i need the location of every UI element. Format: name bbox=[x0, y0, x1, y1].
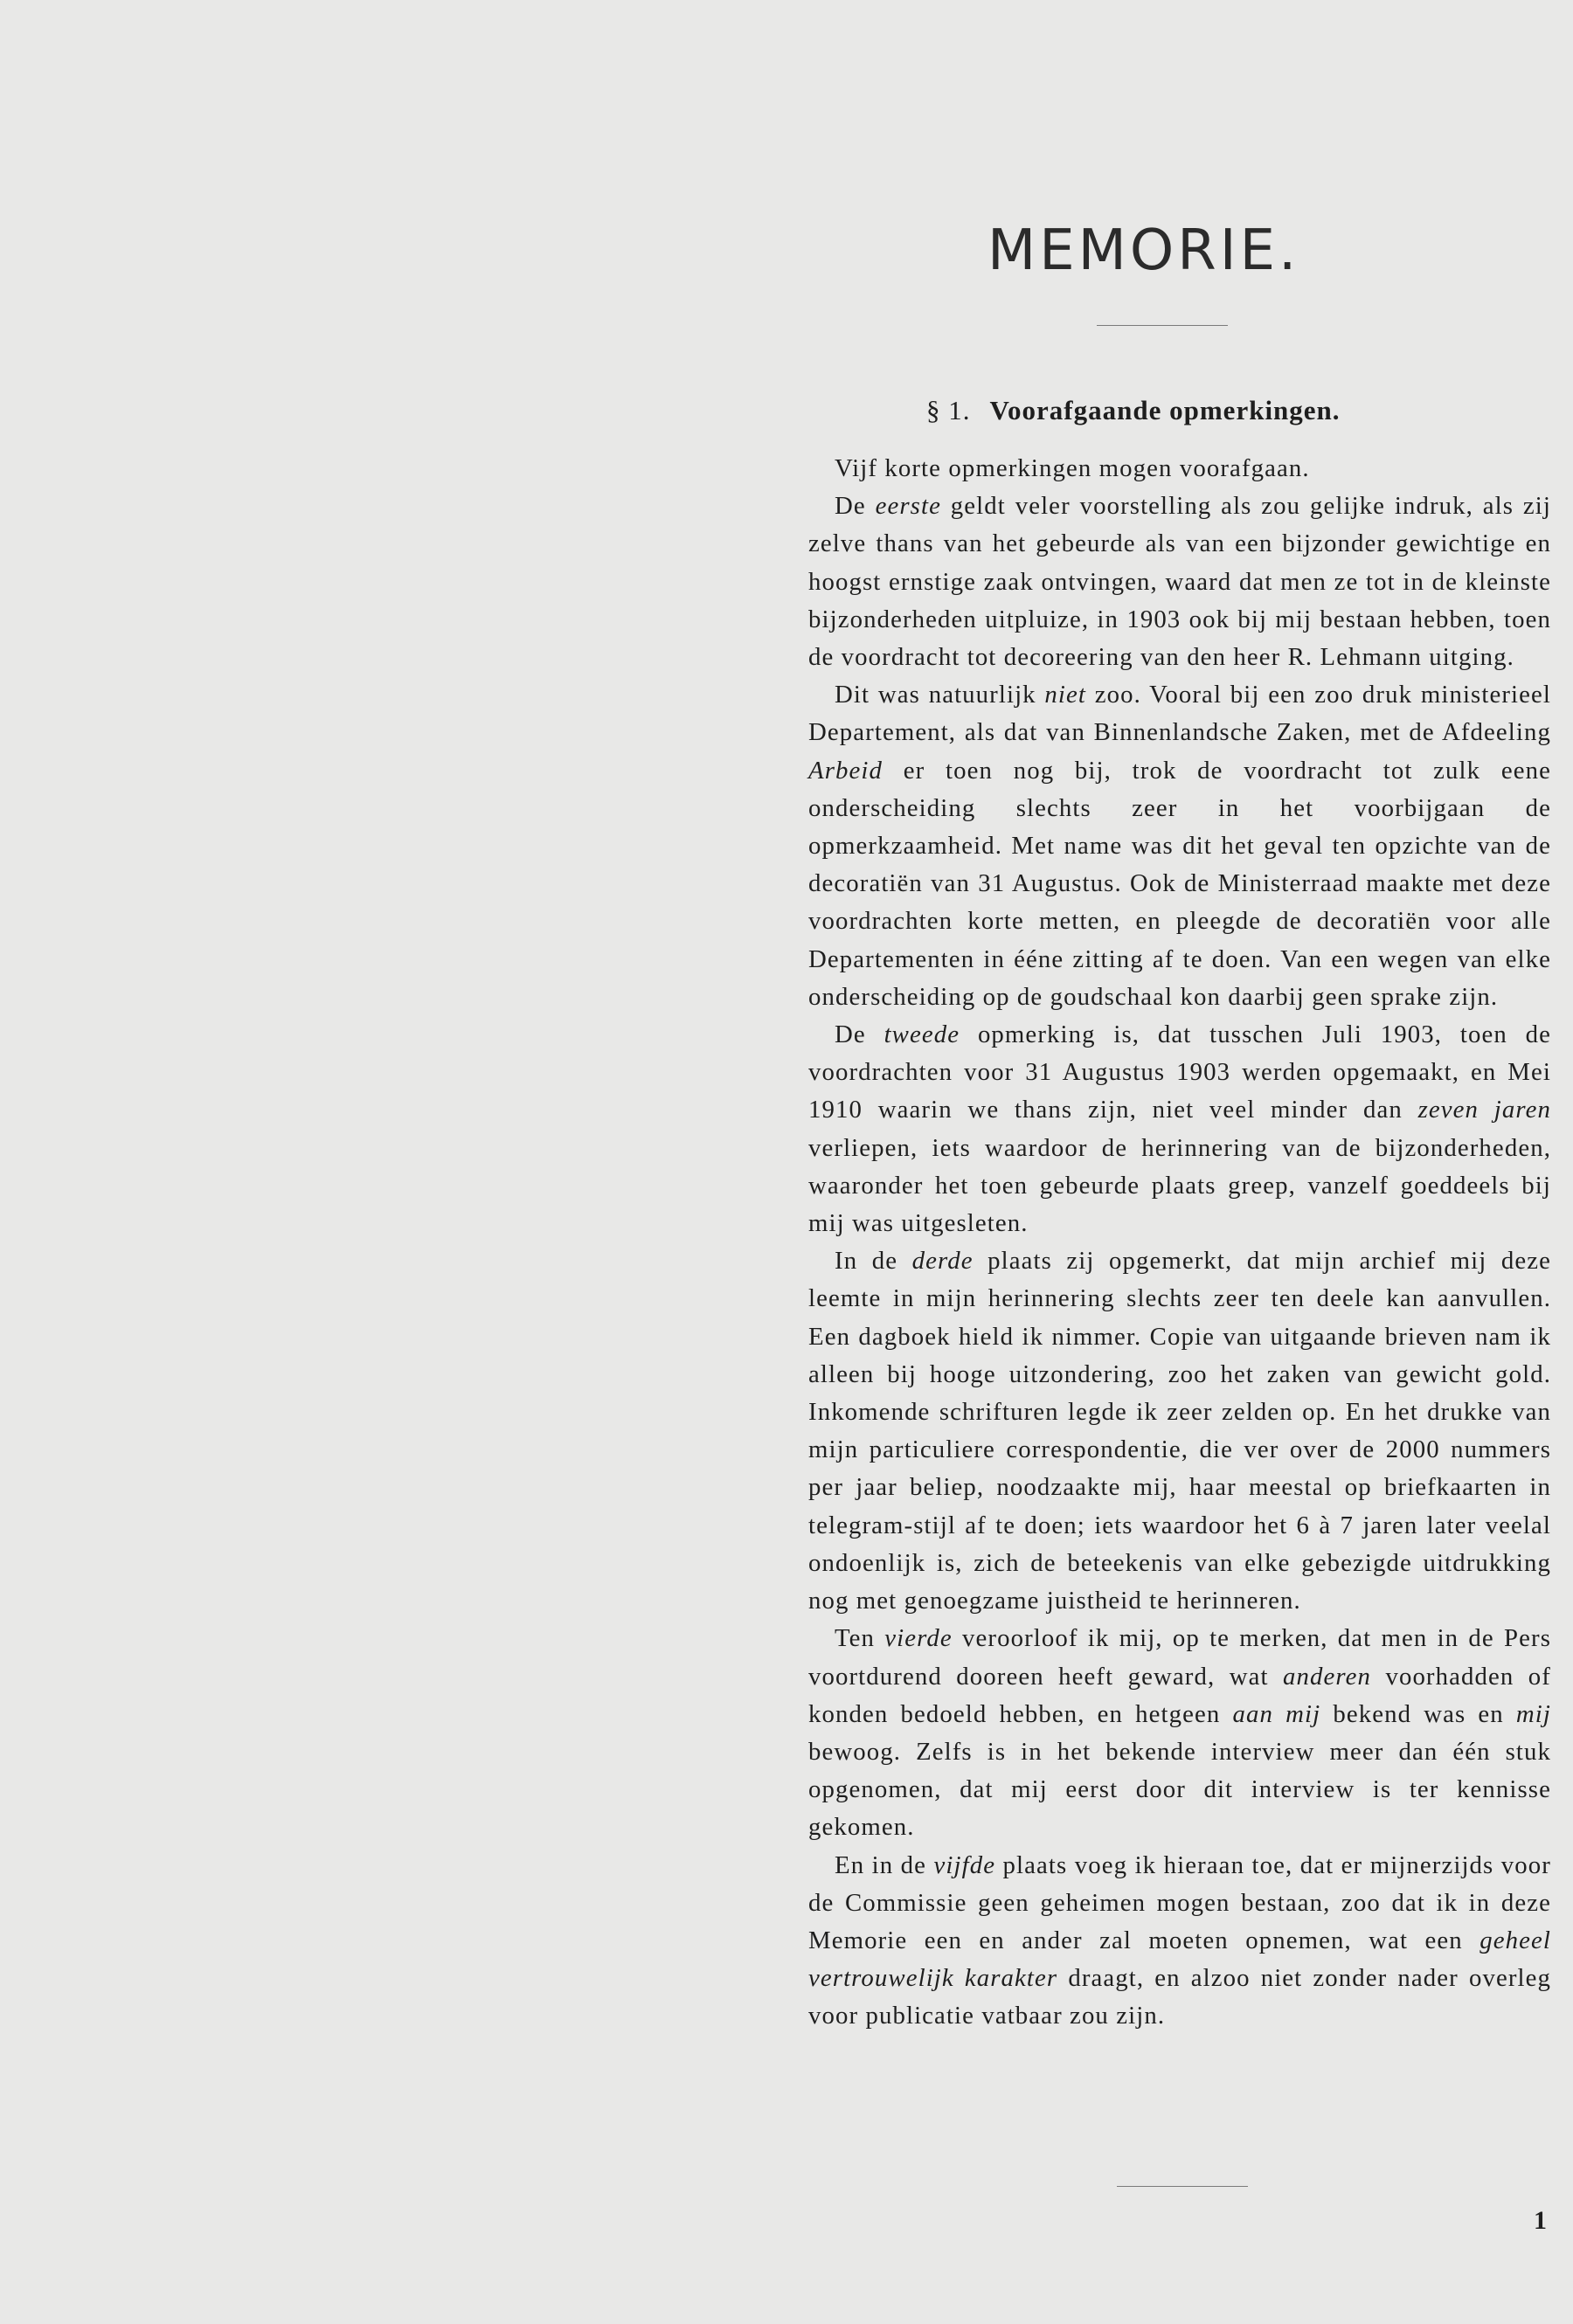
paragraph-text: Ten bbox=[835, 1624, 885, 1653]
paragraph-text: bekend was en bbox=[1320, 1699, 1516, 1728]
page-title: MEMORIE. bbox=[987, 218, 1300, 283]
paragraph bbox=[808, 450, 1551, 488]
paragraph-text: veroorloof ik mij, op te merken, dat men in de Pers voortdurend dooreen heeft geward, wat bbox=[808, 1624, 1551, 1691]
emphasis-text: geheel vertrouwelijk karakter bbox=[808, 1926, 1551, 1993]
paragraph-text: verliepen, iets waardoor de herinnering van de bijzonderheden, waaronder het toen gebeurde plaats greep, vanzelf goeddeels bij mij was uitgesleten. bbox=[808, 1133, 1551, 1238]
paragraph-text: plaats zij opgemerkt, dat mijn archief mij deze leemte in mijn herinnering slechts zeer ten deele kan aanvullen. Een dagboek hield ik nimmer. Copie van uitgaande brieven nam ik alleen bij hooge uitzondering, zoo het zaken van gewicht gold. Inkomende schrifturen legde ik zeer zelden op. En het drukke van mijn particuliere correspondentie, die ver over de 2000 nummers per jaar beliep, noodzaakte mij, haar meestal op briefkaarten in telegram-stijl af te doen; iets waardoor het 6 à 7 jaren later veelal ondoenlijk is, zich de beteekenis van elke gebezigde uitdrukking nog met genoegzame juistheid te herinneren. bbox=[808, 1247, 1551, 1615]
emphasis-text: vierde bbox=[884, 1624, 953, 1653]
section-heading bbox=[926, 395, 1341, 426]
section-number: § 1. bbox=[926, 395, 971, 425]
paragraph-text: zoo. Vooral bij een zoo druk ministerieel Departement, als dat van Binnenlandsche Zaken, met de Afdeeling bbox=[808, 681, 1551, 747]
paragraph-text: De bbox=[835, 1020, 884, 1049]
bottom-divider bbox=[1117, 2186, 1248, 2187]
paragraph-text: plaats voeg ik hieraan toe, dat er mijnerzijds voor de Commissie geen geheimen mogen bestaan, zoo dat ik in deze Memorie een en ander zal moeten opnemen, wat een bbox=[808, 1850, 1551, 1954]
emphasis-text: zeven jaren bbox=[1417, 1096, 1551, 1124]
paragraph-text: Vijf korte opmerkingen mogen voorafgaan. bbox=[835, 454, 1310, 482]
paragraph-text: bewoog. Zelfs is in het bekende interview meer dan één stuk opgenomen, dat mij eerst door dit interview is ter kennisse gekomen. bbox=[808, 1737, 1551, 1842]
emphasis-text: anderen bbox=[1283, 1662, 1372, 1691]
emphasis-text: tweede bbox=[884, 1020, 960, 1049]
paragraph-text: De bbox=[835, 492, 876, 521]
emphasis-text: vijfde bbox=[933, 1850, 996, 1879]
section-title: Voorafgaande opmerkingen. bbox=[989, 395, 1341, 425]
body-text bbox=[808, 450, 1551, 2036]
paragraph bbox=[808, 1847, 1551, 2036]
paragraph-text: er toen nog bij, trok de voordracht tot zulk eene onderscheiding slechts zeer in het voorbijgaan de opmerkzaamheid. Met name was dit het geval ten opzichte van de decoratiën van 31 Augustus. Ook de Ministerraad maakte met deze voordrachten korte metten, en pleegde de decoratiën voor alle Departementen in ééne zitting af te doen. Van een wegen van elke onderscheiding op de goudschaal kon daarbij geen sprake zijn. bbox=[808, 756, 1551, 1011]
paragraph-text: En in de bbox=[835, 1850, 934, 1879]
emphasis-text: eerste bbox=[875, 492, 941, 521]
paragraph bbox=[808, 1242, 1551, 1620]
paragraph-text: voorhadden of konden bedoeld hebben, en hetgeen bbox=[808, 1662, 1551, 1728]
emphasis-text: aan mij bbox=[1232, 1699, 1321, 1728]
emphasis-text: niet bbox=[1044, 681, 1087, 709]
paragraph-text: In de bbox=[835, 1247, 912, 1276]
paragraph-text: geldt veler voorstelling als zou gelijke indruk, als zij zelve thans van het gebeurde als van een bijzonder gewichtige en hoogst ernstige zaak ontvingen, waard dat men ze tot in de kleinste bijzonderheden uitpluize, in 1903 ook bij mij bestaan hebben, toen de voordracht tot decoreering van den heer R. Lehmann uitging. bbox=[808, 492, 1552, 672]
emphasis-text: derde bbox=[911, 1247, 974, 1276]
paragraph bbox=[808, 1016, 1551, 1242]
page-number: 1 bbox=[1534, 2206, 1547, 2235]
paragraph-text: Dit was natuurlijk bbox=[835, 681, 1045, 709]
paragraph-text: opmerking is, dat tusschen Juli 1903, toen de voordrachten voor 31 Augustus 1903 werden opgemaakt, en Mei 1910 waarin we thans zijn, niet veel minder dan bbox=[808, 1020, 1552, 1124]
paragraph bbox=[808, 488, 1551, 676]
emphasis-text: mij bbox=[1515, 1699, 1551, 1728]
paragraph bbox=[808, 676, 1551, 1016]
paragraph bbox=[808, 1620, 1551, 1846]
paragraph-text: draagt, en alzoo niet zonder nader overleg voor publicatie vatbaar zou zijn. bbox=[808, 1964, 1551, 2030]
title-divider bbox=[1097, 325, 1228, 326]
emphasis-text: Arbeid bbox=[808, 756, 883, 785]
